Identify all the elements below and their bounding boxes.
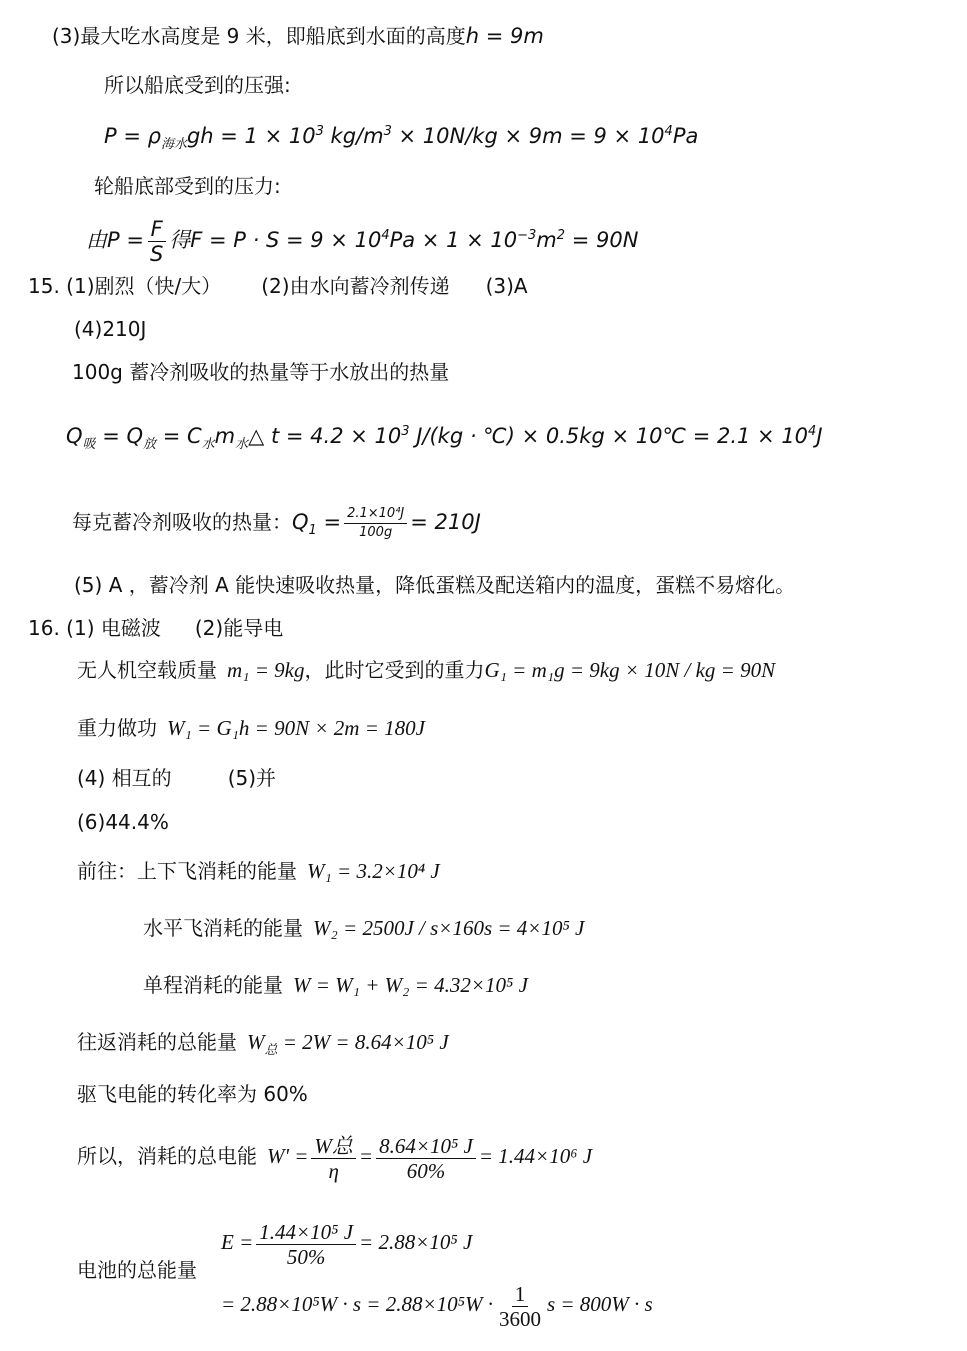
q16-horiz-line: 水平飞消耗的能量 W₂ = 2500J / s×160s = 4×10⁵ J bbox=[143, 916, 585, 940]
q16-battery-equation-2: = 2.88×10⁵W · s = 2.88×10⁵W · $\frac{1}{3600}$ s = 800W · s bbox=[221, 1281, 653, 1331]
q16-part2: (2)能导电 bbox=[194, 616, 284, 640]
q16-battery-fraction-2: $\frac{1}{3600}$ bbox=[498, 1281, 541, 1331]
q16-part4: (4) 相互的 bbox=[77, 766, 172, 790]
q14-force-label: 轮船底部受到的压力: bbox=[94, 174, 281, 198]
q16-battery-fraction: $\frac{\text{1.44×10⁵ J}}{50\%}$ bbox=[256, 1221, 356, 1268]
q16-number: 16. bbox=[28, 616, 60, 640]
q15-part5: (5) A ，蓄冷剂 A 能快速吸收热量，降低蛋糕及配送箱内的温度，蛋糕不易熔化。 bbox=[74, 573, 796, 597]
q16-go-line: 前往：上下飞消耗的能量 W₁ = 3.2×10⁴ J bbox=[77, 859, 440, 883]
q16-battery-equation-1: E = $\frac{\text{1.44×10⁵ J}}{50\%}$ = 2.88×10⁵ J bbox=[221, 1219, 473, 1269]
q16-total-fraction-2: $\frac{\text{8.64×10⁵ J}}{60\%}$ bbox=[376, 1135, 476, 1182]
q14-part3-line bbox=[52, 22, 544, 50]
q14-part3-equation: h = 9m bbox=[465, 24, 544, 48]
q15-part1: (1)剧烈（快/大） bbox=[66, 274, 222, 298]
q16-total-line: 所以，消耗的总电能 W' = $\frac{\text{W总}}{\eta}$ = $\frac{\text{8.64×10⁵ J}}{60\%}$ = 1.44×10⁶ J bbox=[77, 1133, 593, 1183]
q16-work-line: 重力做功 W₁ = G₁h = 90N × 2m = 180J bbox=[77, 716, 425, 740]
q15-heat-equation: $Q_吸 = Q_放$ = $C_水m_水\triangle$ $t = 4.2 \times 10^3$ J/(kg · ℃) × 0.5kg × 10℃ = $2.1 \times 10^4J$ bbox=[66, 424, 823, 452]
q14-force-equation: 由P = $\frac{F}{S}$ 得$F = P \cdot S = 9 \times 10^4Pa \times 1 \times 10^{-3}m^2 = 90N$ bbox=[86, 216, 639, 266]
q15-part4: (4)210J bbox=[74, 317, 147, 341]
q15-line1 bbox=[28, 272, 528, 300]
q15-per-gram-fraction: $\frac{\text{2.1×10⁴J}}{100g}$ bbox=[344, 506, 407, 541]
q15-part2: (2)由水向蓄冷剂传递 bbox=[261, 274, 450, 298]
q16-round-line: 往返消耗的总能量 $W_总 = 2W = 8.64\times 10^5$ J bbox=[77, 1030, 449, 1057]
q16-part6: (6)44.4% bbox=[77, 810, 169, 834]
q15-part3: (3)A bbox=[485, 274, 528, 298]
q16-efficiency-text: 驱飞电能的转化率为 60% bbox=[77, 1082, 308, 1106]
q16-parts-4-5 bbox=[77, 764, 276, 792]
q16-part5: (5)并 bbox=[227, 766, 277, 790]
q16-battery-label: 电池的总能量 bbox=[77, 1258, 197, 1282]
q14-pressure-equation: $P = \rho_{海水}gh = 1 \times 10^3$ $kg/m^3 \times 10N/kg \times 9m = 9 \times 10^4Pa$ bbox=[104, 124, 699, 152]
q14-part3-text: (3)最大吃水高度是 9 米，即船底到水面的高度 bbox=[52, 24, 466, 48]
q16-total-fraction-1: $\frac{\text{W总}}{\eta}$ bbox=[311, 1135, 356, 1182]
q14-pressure-label: 所以船底受到的压强: bbox=[104, 73, 291, 97]
q16-part1: (1) 电磁波 bbox=[66, 616, 161, 640]
q15-heat-text: 100g 蓄冷剂吸收的热量等于水放出的热量 bbox=[72, 360, 450, 384]
q16-line1 bbox=[28, 614, 283, 642]
q15-number: 15. bbox=[28, 274, 60, 298]
q16-single-line: 单程消耗的能量 W = W₁ + W₂ = 4.32×10⁵ J bbox=[143, 973, 528, 997]
q14-force-fraction: $\frac{F}{S}$ bbox=[147, 218, 166, 265]
q15-per-gram-label: 每克蓄冷剂吸收的热量： bbox=[72, 510, 292, 534]
q15-per-gram-line: 每克蓄冷剂吸收的热量：$Q_1$ = $\frac{\text{2.1×10⁴J}}{100g}$ = 210J bbox=[72, 505, 481, 540]
q16-mass-line: 无人机空载质量 m₁ = 9kg，此时它受到的重力G₁ = m₁g = 9kg × 10N / kg = 90N bbox=[77, 658, 776, 682]
